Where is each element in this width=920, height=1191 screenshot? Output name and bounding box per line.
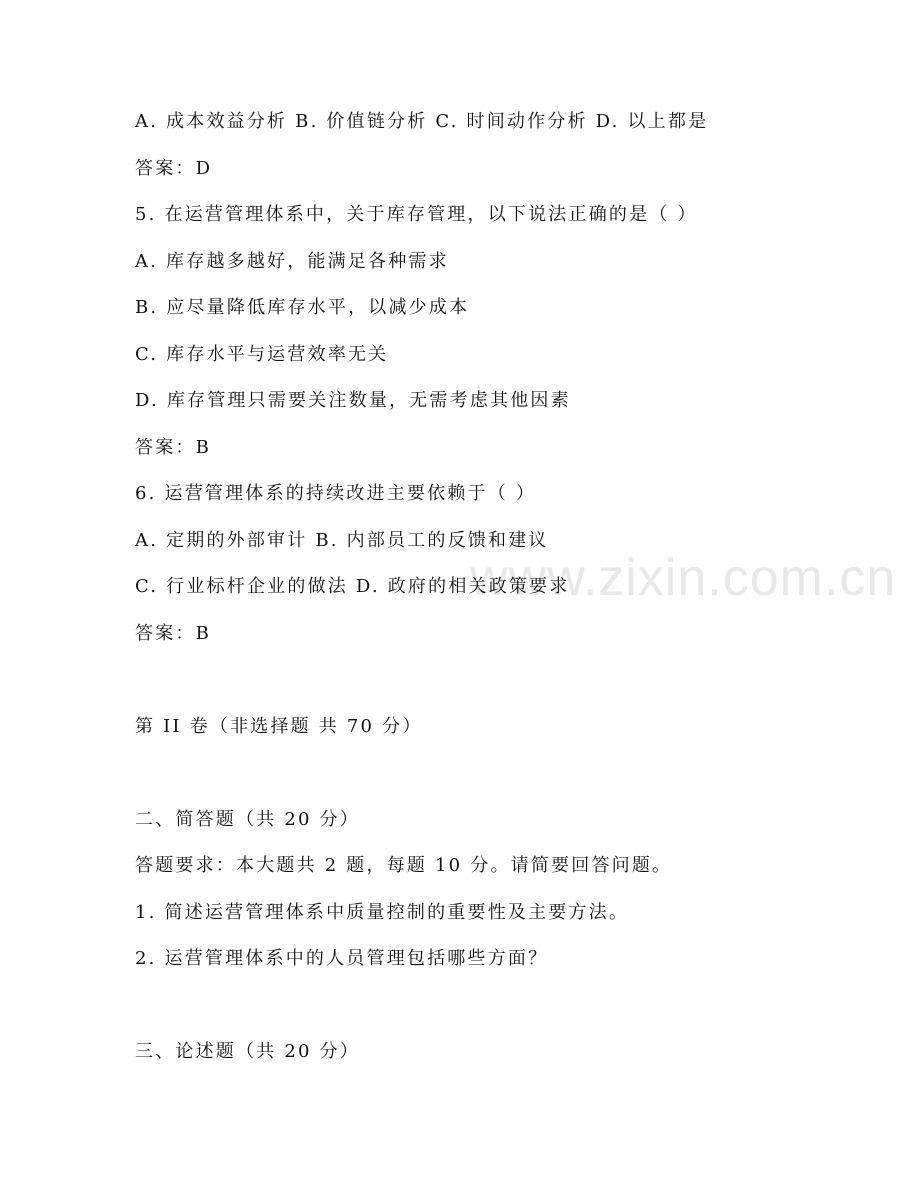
q6-options-ab: A. 定期的外部审计 B. 内部员工的反馈和建议 bbox=[135, 530, 549, 551]
q5-option-a: A. 库存越多越好，能满足各种需求 bbox=[135, 251, 449, 272]
watermark: www.zixin.com.cn bbox=[470, 549, 897, 607]
q5-option-b: B. 应尽量降低库存水平，以减少成本 bbox=[135, 297, 470, 318]
q4-options: A. 成本效益分析 B. 价值链分析 C. 时间动作分析 D. 以上都是 bbox=[135, 111, 709, 132]
q4-answer: 答案：D bbox=[135, 158, 213, 179]
short-answer-question-2: 2. 运营管理体系中的人员管理包括哪些方面？ bbox=[135, 948, 549, 969]
section-heading-short-answer: 二、简答题（共 20 分） bbox=[135, 809, 360, 830]
q5-option-d: D. 库存管理只需要关注数量，无需考虑其他因素 bbox=[135, 390, 571, 411]
q6-answer: 答案：B bbox=[135, 623, 212, 644]
q5-option-c: C. 库存水平与运营效率无关 bbox=[135, 344, 389, 365]
section-heading-essay: 三、论述题（共 20 分） bbox=[135, 1041, 360, 1062]
q6-question: 6. 运营管理体系的持续改进主要依赖于（ ） bbox=[135, 483, 537, 504]
short-answer-instructions: 答题要求：本大题共 2 题，每题 10 分。请简要回答问题。 bbox=[135, 855, 673, 876]
section-heading-part2: 第 II 卷（非选择题 共 70 分） bbox=[135, 716, 423, 737]
q5-question: 5. 在运营管理体系中，关于库存管理，以下说法正确的是（ ） bbox=[135, 204, 698, 225]
q6-options-cd: C. 行业标杆企业的做法 D. 政府的相关政策要求 bbox=[135, 576, 570, 597]
q5-answer: 答案：B bbox=[135, 437, 212, 458]
short-answer-question-1: 1. 简述运营管理体系中质量控制的重要性及主要方法。 bbox=[135, 902, 630, 923]
